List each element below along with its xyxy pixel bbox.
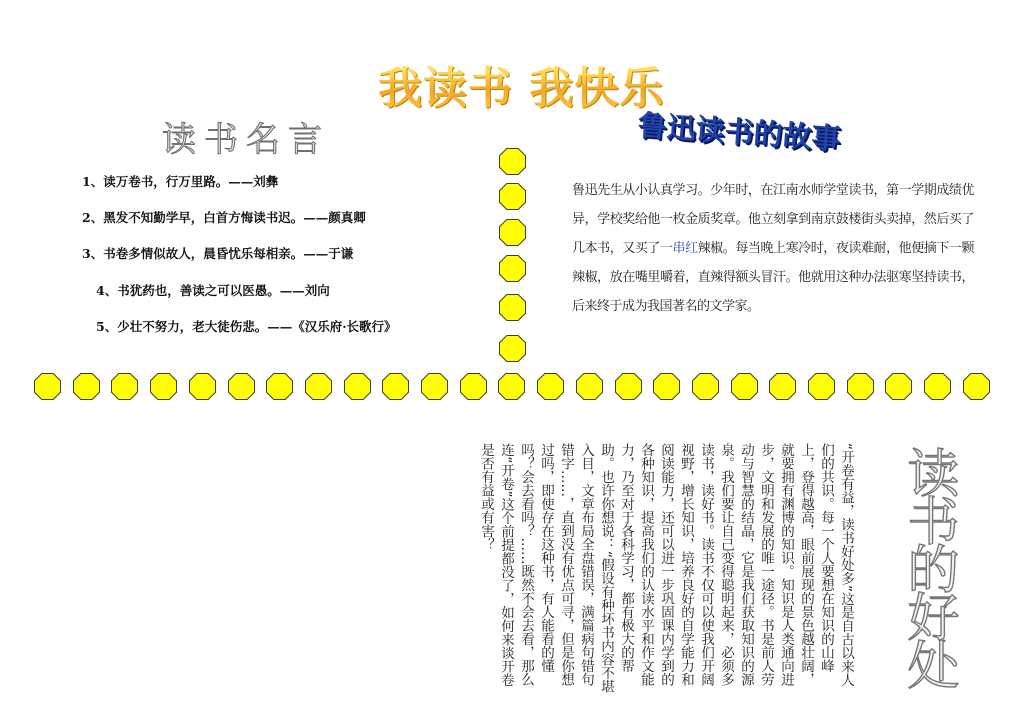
quote-item: 1、读万卷书，行万里路。——刘彝	[82, 174, 279, 189]
story-body	[572, 176, 974, 321]
octagon-ornament	[769, 373, 796, 400]
octagon-ornament	[885, 373, 912, 400]
octagon-ornament	[460, 373, 487, 400]
page-title: 我读书 我快乐	[378, 52, 664, 116]
quote-item: 4、书犹药也，善读之可以医愚。——刘向	[96, 283, 330, 298]
octagon-ornament	[189, 373, 216, 400]
octagon-ornament	[34, 373, 61, 400]
octagon-ornament	[537, 373, 564, 400]
octagon-ornament	[731, 373, 758, 400]
octagon-ornament	[499, 148, 526, 175]
octagon-ornament	[499, 335, 526, 362]
octagon-ornament	[924, 373, 951, 400]
octagon-ornament	[150, 373, 177, 400]
benefits-heading: 读书的好处	[898, 446, 958, 686]
octagon-ornament	[615, 373, 642, 400]
octagon-ornament	[576, 373, 603, 400]
benefits-body: “开卷有益，读书好处多”这是自古以来人们的共识。每一个人要想在知识的山峰上，登得越高，眼前展现的景色越壮阔，就要拥有渊博的知识。知识是人类通向进步，文明和发展的唯一途径。书是前人劳动与智慧的结晶，它是我们获取知识的源泉。我们要让自己变得聪明起来，必须多读书，读好书。读书不仅可以使我们开阔视野，增长知识，培养良好的自学能力和阅读能力，还可以进一步巩固课内学到的各种知识，提高我们的认读水平和作文能力，乃至对于各科学习，都有极大的帮助。也许你想说：“假设有种坏书内容不堪入目，文章布局全盘错误，满篇病句错句错字……，直到没有优点可寻，但是你想过吗，即使存在这种书，有人能看的懂吗？会去看吗？……既然不会去看，那么连“开卷”这个前提都没了，如何来谈开卷是否有益或有害？	[478, 443, 854, 693]
quote-item: 3、书卷多情似故人，晨昏忧乐每相亲。——于谦	[82, 246, 354, 261]
quotes-heading: 读书名言	[162, 120, 330, 160]
story-text-part: 辣椒。每当晚上寒冷时，夜读难耐，他便摘下一颗辣椒，放在嘴里嚼着，直辣得额头冒汗。他就用这种办法驱寒坚持读书，后来终于成为我国著名的文学家。	[572, 241, 974, 314]
octagon-ornament	[382, 373, 409, 400]
octagon-ornament	[653, 373, 680, 400]
story-heading: 鲁迅读书的故事	[636, 108, 842, 157]
quote-item: 5、少壮不努力，老大徒伤悲。——《汉乐府·长歌行》	[96, 319, 397, 334]
octagon-ornament	[305, 373, 332, 400]
octagon-ornament	[847, 373, 874, 400]
story-text-part: 鲁迅先生从小认真学习。少年时，在江南水师学堂读书，第一学期成绩优异，学校奖给他一枚金质奖章。他立刻拿到南京鼓楼街头卖掉，然后买了几本书，又买了	[572, 183, 974, 256]
octagon-ornament	[808, 373, 835, 400]
octagon-ornament	[266, 373, 293, 400]
octagon-ornament	[498, 373, 525, 400]
octagon-ornament	[499, 255, 526, 282]
octagon-ornament	[344, 373, 371, 400]
octagon-ornament	[421, 373, 448, 400]
octagon-ornament	[228, 373, 255, 400]
octagon-ornament	[111, 373, 138, 400]
octagon-ornament	[499, 183, 526, 210]
octagon-ornament	[499, 219, 526, 246]
quote-item: 2、黑发不知勤学早，白首方悔读书迟。——颜真卿	[82, 210, 366, 225]
story-highlight: 一串红	[659, 241, 698, 256]
octagon-ornament	[499, 294, 526, 321]
octagon-ornament	[73, 373, 100, 400]
octagon-ornament	[692, 373, 719, 400]
octagon-ornament	[963, 373, 990, 400]
